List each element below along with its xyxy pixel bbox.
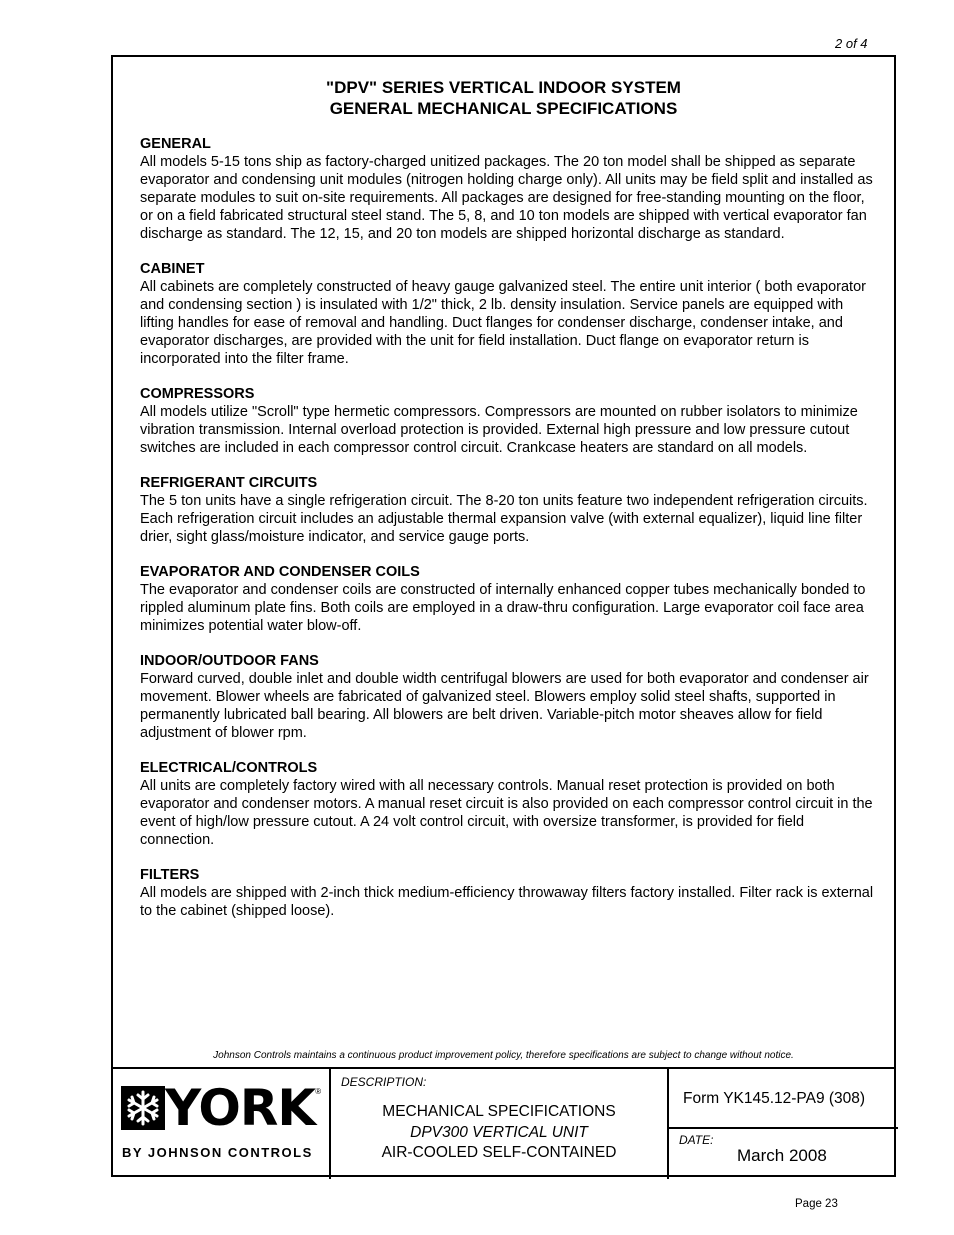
section-body: The evaporator and condenser coils are constructed of internally enhanced copper tubes mechanically bonded to rippled aluminum plate fins. Both coils are employed in a draw-thru configuration. Large evaporator coil face area minimizes potential water blow-off. xyxy=(140,582,866,634)
section-refrigerant-circuits xyxy=(140,474,875,546)
section-body: All units are completely factory wired with all necessary controls. Manual reset protection is provided on both evaporator and condenser motors. A manual reset circuit is also provided on each compressor control circuit in the event of high/low pressure cutout. A 24 volt control circuit, with oversize transformer, is provided for field connection. xyxy=(140,778,873,848)
logo-tagline: BY JOHNSON CONTROLS xyxy=(122,1145,313,1160)
section-heading: EVAPORATOR AND CONDENSER COILS xyxy=(140,564,420,580)
section-body: All models are shipped with 2-inch thick medium-efficiency throwaway filters factory installed. Filter rack is external to the cabinet (shipped loose). xyxy=(140,885,874,919)
spec-content xyxy=(140,135,875,937)
section-heading: COMPRESSORS xyxy=(140,386,255,402)
description-line: MECHANICAL SPECIFICATIONS xyxy=(382,1103,616,1120)
section-heading: REFRIGERANT CIRCUITS xyxy=(140,475,318,491)
section-cabinet xyxy=(140,260,875,368)
description-label: DESCRIPTION: xyxy=(341,1075,427,1089)
form-date-cell xyxy=(669,1069,898,1179)
document-title xyxy=(113,77,894,119)
section-electrical-controls xyxy=(140,759,875,849)
section-body: Forward curved, double inlet and double width centrifugal blowers are used for both evaporator and condenser air movement. Blower wheels are fabricated of galvanized steel. Blowers employ solid steel shafts, supported in permanently lubricated ball bearing. All blowers are belt driven. Variable-pitch motor sheaves allow for field adjustment of blower rpm. xyxy=(140,671,869,741)
section-compressors xyxy=(140,385,875,457)
title-block xyxy=(113,1067,894,1179)
page-number: Page 23 xyxy=(795,1198,838,1210)
section-body: The 5 ton units have a single refrigeration circuit. The 8-20 ton units feature two independent refrigeration circuits. Each refrigeration circuit includes an adjustable thermal expansion valve (with external equalizer), liquid line filter drier, sight glass/moisture indicator, and service gauge ports. xyxy=(140,493,868,545)
snowflake-icon xyxy=(121,1086,165,1130)
description-cell xyxy=(331,1069,669,1179)
date-label: DATE: xyxy=(679,1133,714,1147)
page-of-indicator: 2 of 4 xyxy=(835,36,868,51)
section-heading: GENERAL xyxy=(140,136,211,152)
section-fans xyxy=(140,652,875,742)
section-heading: INDOOR/OUTDOOR FANS xyxy=(140,653,319,669)
york-wordmark: YORK xyxy=(165,1079,316,1137)
section-heading: ELECTRICAL/CONTROLS xyxy=(140,760,318,776)
section-general xyxy=(140,135,875,243)
section-heading: CABINET xyxy=(140,261,205,277)
title-line-2: GENERAL MECHANICAL SPECIFICATIONS xyxy=(329,99,678,118)
title-line-1: "DPV" SERIES VERTICAL INDOOR SYSTEM xyxy=(326,78,681,97)
section-body: All models utilize "Scroll" type hermetic compressors. Compressors are mounted on rubber isolators to minimize vibration transmission. Internal overload protection is provided. External high pressure and low pressure cutout switches are included in each compressor control circuit. Crankcase heaters are standard on all models. xyxy=(140,404,858,456)
section-body: All cabinets are completely constructed of heavy gauge galvanized steel. The entire unit interior ( both evaporator and condensing section ) is insulated with 1/2" thick, 2 lb. density insulation. Service panels are equipped with lifting handles for ease of removal and handling. Duct flanges for condenser discharge, condenser intake, and evaporator discharges, are provided with the unit for field installation. Duct flange on evaporator return is incorporated into the filter frame. xyxy=(140,279,866,367)
description-line: DPV300 VERTICAL UNIT xyxy=(410,1123,588,1141)
description-line: AIR-COOLED SELF-CONTAINED xyxy=(381,1144,617,1161)
registered-mark: ® xyxy=(315,1087,322,1096)
improvement-policy-notice: Johnson Controls maintains a continuous product improvement policy, therefore specifications are subject to change without notice. xyxy=(213,1050,794,1061)
york-logo xyxy=(113,1069,331,1179)
section-coils xyxy=(140,563,875,635)
form-number: Form YK145.12-PA9 (308) xyxy=(683,1090,866,1107)
date-value: March 2008 xyxy=(737,1146,827,1165)
document-frame xyxy=(111,55,896,1177)
section-body: All models 5-15 tons ship as factory-charged unitized packages. The 20 ton model shall be shipped as separate evaporator and condensing unit modules (nitrogen holding charge only). All units may be field split and installed as separate modules to suit on-site requirements. All packages are designed for free-standing mounting on the floor, or on a field fabricated structural steel stand. The 5, 8, and 10 ton models are shipped with vertical evaporator fan discharge as standard. The 12, 15, and 20 ton models are shipped horizontal discharge as standard. xyxy=(140,154,873,242)
section-filters xyxy=(140,866,875,920)
section-heading: FILTERS xyxy=(140,867,200,883)
